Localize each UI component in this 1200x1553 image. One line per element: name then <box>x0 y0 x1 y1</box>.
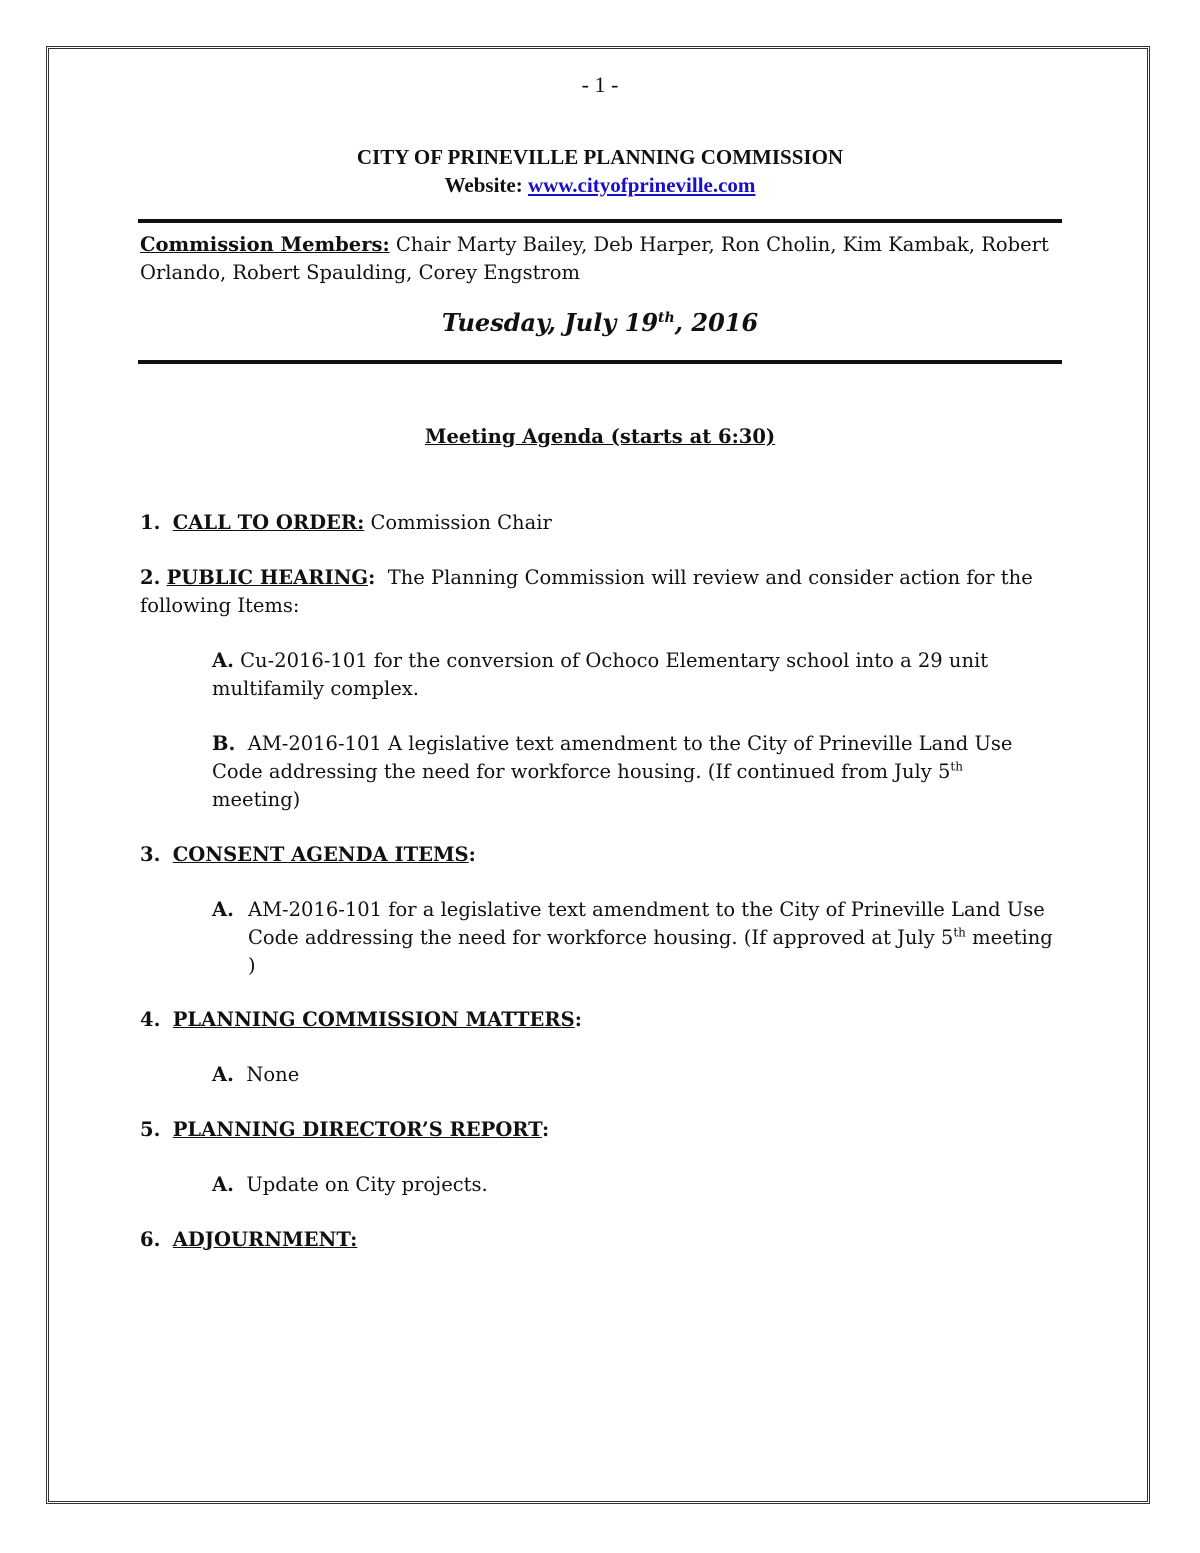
item-heading: PLANNING DIRECTOR’S REPORT <box>172 1118 542 1141</box>
agenda-subitem-5a <box>212 1171 1042 1199</box>
subitem-text-end: meeting) <box>212 788 301 811</box>
item-text: The Planning Commission will review and consider action for the following Items: <box>140 566 1033 617</box>
members-label: Commission Members: <box>140 233 390 256</box>
subitem-sup: th <box>953 925 966 940</box>
item-colon: : <box>368 566 376 589</box>
subitem-text: Cu-2016-101 for the conversion of Ochoco Elementary school into a 29 unit multifamily complex. <box>212 649 989 700</box>
top-divider <box>138 219 1062 223</box>
website-line <box>0 171 1200 199</box>
subitem-letter: A. <box>212 898 234 921</box>
org-title: CITY OF PRINEVILLE PLANNING COMMISSION <box>356 145 844 169</box>
subitem-text: Update on City projects. <box>246 1173 488 1196</box>
date-suffix: th <box>658 310 675 326</box>
agenda-subitem-2b <box>212 730 1042 814</box>
agenda-subitem-3a <box>212 896 1062 980</box>
agenda-title: Meeting Agenda (starts at 6:30) <box>424 425 776 448</box>
subitem-text: None <box>246 1063 300 1086</box>
item-heading: PUBLIC HEARING <box>166 566 369 589</box>
meeting-date <box>0 308 1200 337</box>
agenda-subitem-2a <box>212 647 1042 703</box>
header <box>0 143 1200 199</box>
website-label: Website: <box>444 173 523 197</box>
item-number: 6. <box>140 1228 161 1251</box>
item-heading: CALL TO ORDER: <box>172 511 365 534</box>
subitem-text: AM-2016-101 A legislative text amendment to the City of Prineville Land Use Code addressing the need for workforce housing. (If continued from July 5 <box>212 732 1013 783</box>
website-link[interactable]: www.cityofprineville.com <box>527 173 756 197</box>
item-heading: ADJOURNMENT: <box>172 1228 358 1251</box>
item-number: 3. <box>140 843 161 866</box>
agenda-subitem-4a <box>212 1061 1042 1089</box>
item-text: Commission Chair <box>370 511 552 534</box>
agenda-item-4 <box>140 1006 1040 1034</box>
subitem-body <box>248 896 1062 980</box>
item-colon: : <box>542 1118 550 1141</box>
subitem-text-end: meeting ) <box>248 926 1053 977</box>
item-heading: PLANNING COMMISSION MATTERS <box>172 1008 575 1031</box>
agenda-item-2 <box>140 564 1040 620</box>
subitem-letter: A. <box>212 1063 234 1086</box>
item-number: 4. <box>140 1008 161 1031</box>
subitem-letter: A. <box>212 1173 234 1196</box>
bottom-divider <box>138 360 1062 364</box>
item-number: 1. <box>140 511 161 534</box>
item-number: 2. <box>140 566 161 589</box>
item-colon: : <box>468 843 476 866</box>
subitem-letter: A. <box>212 649 234 672</box>
subitem-text: AM-2016-101 for a legislative text amendment to the City of Prineville Land Use Code addressing the need for workforce housing. (If approved at July 5 <box>248 898 1045 949</box>
item-heading: CONSENT AGENDA ITEMS <box>172 843 469 866</box>
agenda-item-3 <box>140 841 1040 869</box>
item-number: 5. <box>140 1118 161 1141</box>
commission-members <box>140 231 1070 287</box>
agenda-item-6 <box>140 1226 1040 1254</box>
item-colon: : <box>574 1008 582 1031</box>
subitem-sup: th <box>950 759 963 774</box>
agenda-item-5 <box>140 1116 1040 1144</box>
subitem-letter: B. <box>212 732 236 755</box>
date-year: , 2016 <box>674 308 759 337</box>
agenda-item-1 <box>140 509 1060 537</box>
page-number: - 1 - <box>581 72 619 97</box>
date-main: Tuesday, July 19 <box>441 308 659 337</box>
members-names: Chair Marty Bailey, Deb Harper, Ron Cholin, Kim Kambak, Robert Orlando, Robert Spaulding, Corey Engstrom <box>140 233 1049 284</box>
